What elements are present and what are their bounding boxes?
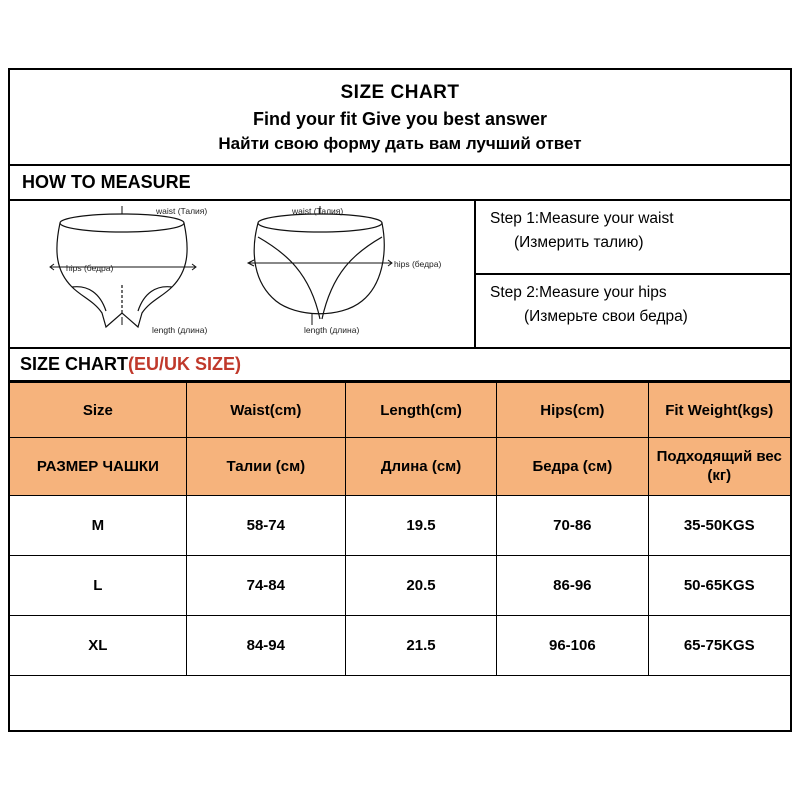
row-0-length: 19.5 <box>345 496 496 556</box>
step-2-line-2: (Измерьте свои бедра) <box>524 307 688 325</box>
row-2-waist: 84-94 <box>186 616 345 676</box>
size-chart-sheet <box>8 68 792 732</box>
row-1-weight: 50-65KGS <box>648 556 790 616</box>
step-1-line-1: Step 1:Measure your waist <box>490 210 674 228</box>
row-2-weight: 65-75KGS <box>648 616 790 676</box>
header-size-ru: РАЗМЕР ЧАШКИ <box>10 438 186 496</box>
header-weight: Fit Weight(kgs) <box>648 383 790 438</box>
left-hips-label: hips (бедра) <box>66 263 114 274</box>
header-hips-ru: Бедра (см) <box>497 438 648 496</box>
size-chart-header-text: SIZE CHART <box>20 354 128 375</box>
subtitle-english: Find your fit Give you best answer <box>252 108 548 129</box>
table-row <box>10 616 790 676</box>
header-hips: Hips(cm) <box>497 383 648 438</box>
right-length-label: length (длина) <box>304 325 360 336</box>
how-to-measure-header: HOW TO MEASURE <box>10 166 790 201</box>
title-block <box>10 70 790 166</box>
header-waist-ru: Талии (см) <box>186 438 345 496</box>
row-0-hips: 70-86 <box>497 496 648 556</box>
size-chart-header <box>10 349 790 382</box>
row-2-length: 21.5 <box>345 616 496 676</box>
table-row <box>10 496 790 556</box>
how-to-measure-body <box>10 201 790 349</box>
header-size: Size <box>10 383 186 438</box>
size-table <box>10 382 790 676</box>
header-length: Length(cm) <box>345 383 496 438</box>
header-length-ru: Длина (см) <box>345 438 496 496</box>
row-1-size: L <box>10 556 186 616</box>
header-waist: Waist(cm) <box>186 383 345 438</box>
page-title: SIZE CHART <box>340 82 460 103</box>
row-1-hips: 86-96 <box>497 556 648 616</box>
row-0-size: M <box>10 496 186 556</box>
measurement-diagrams <box>10 201 476 347</box>
step-1 <box>476 201 790 275</box>
table-row <box>10 556 790 616</box>
right-waist-label: waist (Талия) <box>292 206 344 217</box>
table-header-row-en <box>10 383 790 438</box>
left-length-label: length (длина) <box>152 325 208 336</box>
row-2-size: XL <box>10 616 186 676</box>
table-header-row-ru <box>10 438 790 496</box>
step-2 <box>476 275 790 347</box>
step-2-line-1: Step 2:Measure your hips <box>490 284 667 302</box>
left-waist-label: waist (Талия) <box>156 206 208 217</box>
size-chart-header-region: (EU/UK SIZE) <box>128 354 242 375</box>
header-weight-ru: Подходящий вес (кг) <box>648 438 790 496</box>
row-2-hips: 96-106 <box>497 616 648 676</box>
right-hips-label: hips (бедра) <box>394 259 442 270</box>
step-1-line-2: (Измерить талию) <box>514 233 644 251</box>
row-1-waist: 74-84 <box>186 556 345 616</box>
row-1-length: 20.5 <box>345 556 496 616</box>
measure-steps <box>476 201 790 347</box>
row-0-waist: 58-74 <box>186 496 345 556</box>
subtitle-russian: Найти свою форму дать вам лучший ответ <box>218 133 582 153</box>
row-0-weight: 35-50KGS <box>648 496 790 556</box>
